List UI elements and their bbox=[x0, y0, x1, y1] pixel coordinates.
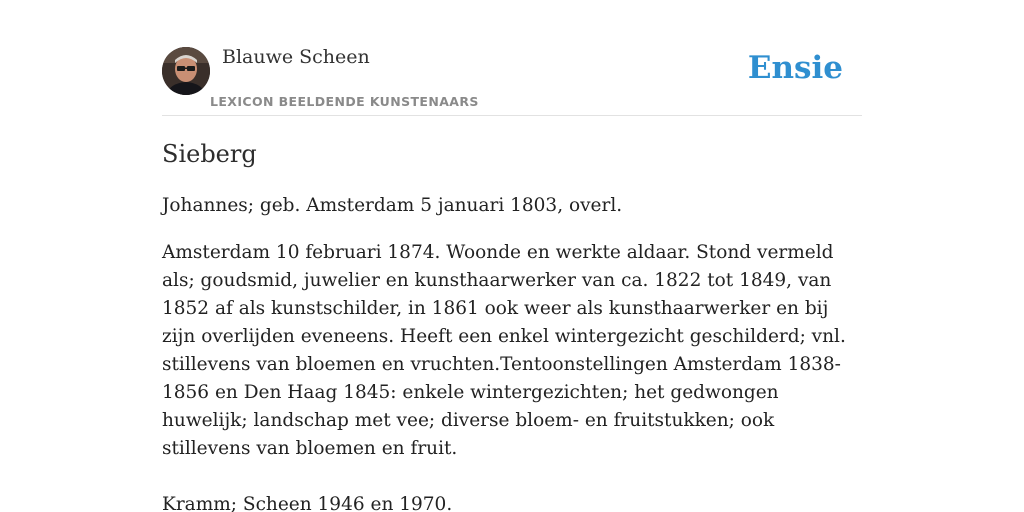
entry-paragraph-sources: Kramm; Scheen 1946 en 1970. bbox=[162, 494, 453, 512]
site-header bbox=[162, 0, 862, 116]
ensie-logo[interactable]: Ensie bbox=[747, 50, 843, 86]
collection-label[interactable]: LEXICON BEELDENDE KUNSTENAARS bbox=[210, 94, 479, 109]
entry-body bbox=[162, 192, 866, 512]
author-name[interactable]: Blauwe Scheen bbox=[222, 46, 370, 68]
entry-title: Sieberg bbox=[162, 140, 257, 168]
portrait-icon bbox=[162, 47, 210, 95]
entry-paragraph-biography: Amsterdam 10 februari 1874. Woonde en werkte aldaar. Stond vermeld als; goudsmid, juwelier en kunsthaarwerker van ca. 1822 tot 1849, van 1852 af als kunstschilder, in 1861 ook weer als kunsthaarwerker en bij zijn overlijden eveneens. Heeft een enkel wintergezicht geschilderd; vnl. stillevens van bloemen en vruchten.Tentoonstellingen Amsterdam 1838-1856 en Den Haag 1845: enkele wintergezichten; het gedwongen huwelijk; landschap met vee; diverse bloem- en fruitstukken; ook stillevens van bloemen en fruit. bbox=[162, 242, 846, 459]
author-avatar[interactable] bbox=[162, 47, 210, 95]
entry-paragraph-intro: Johannes; geb. Amsterdam 5 januari 1803, overl. bbox=[162, 195, 623, 216]
